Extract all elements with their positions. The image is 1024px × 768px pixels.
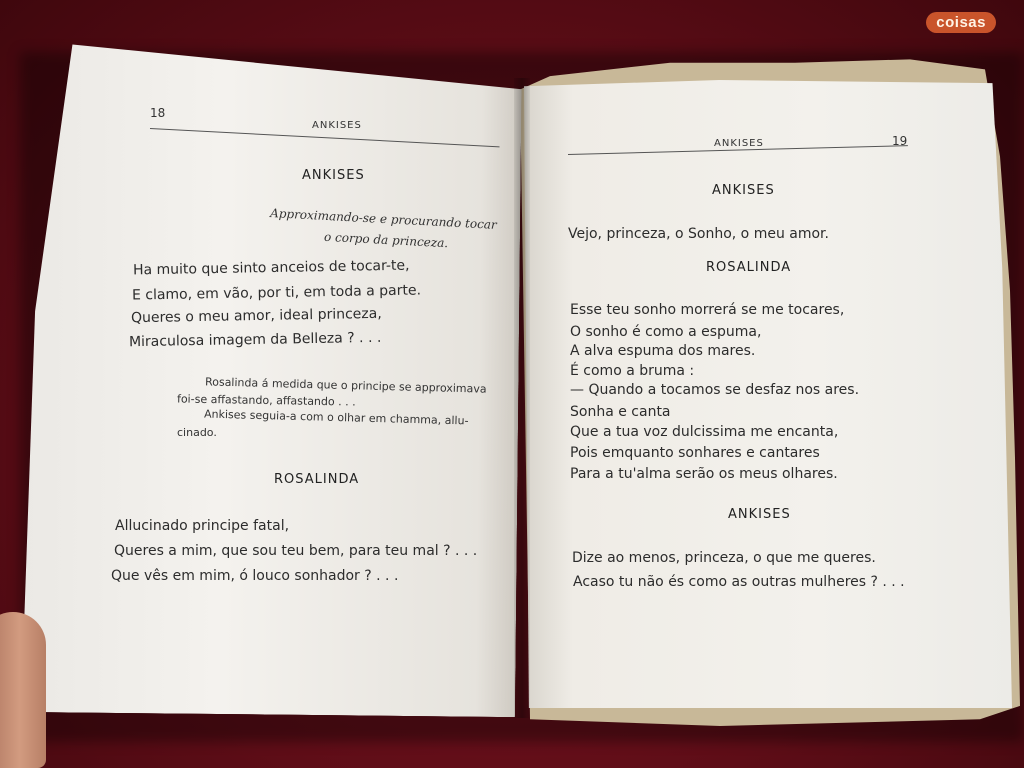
right-verse-line: Esse teu sonho morrerá se me tocares, (570, 302, 845, 318)
left-stage-note-line: Rosalinda á medida que o principe se approximava (204, 375, 487, 396)
left-stage-direction-line-2: o corpo da princeza. (323, 229, 449, 251)
right-verse-line: Sonha e canta (570, 404, 671, 420)
left-stage-note-line: foi-se affastando, affastando . . . (176, 392, 356, 409)
left-verse-line: Ha muito que sinto anceios de tocar-te, (132, 257, 410, 279)
left-stage-note-line: cinado. (177, 426, 217, 439)
left-verse-line: Miraculosa imagem da Belleza ? . . . (128, 329, 382, 351)
right-verse-line: Dize ao menos, princeza, o que me queres. (572, 550, 876, 566)
right-verse-line: Vejo, princeza, o Sonho, o meu amor. (568, 226, 829, 242)
left-verse-line: Queres o meu amor, ideal princeza, (130, 305, 382, 327)
left-running-head: ANKISES (312, 120, 362, 131)
right-verse-line: Para a tu'alma serão os meus olhares. (570, 466, 838, 482)
right-verse-line: Acaso tu não és como as outras mulheres ? . . . (573, 574, 905, 590)
left-verse-line: Queres a mim, que sou teu bem, para teu mal ? . . . (114, 543, 478, 559)
holding-thumb (0, 612, 46, 768)
right-verse-line: — Quando a tocamos se desfaz nos ares. (570, 382, 860, 398)
book-gutter (514, 78, 530, 718)
left-verse-line: Allucinado principe fatal, (115, 518, 290, 534)
right-speaker-rosalinda: ROSALINDA (706, 260, 792, 275)
right-verse-line: O sonho é como a espuma, (570, 324, 762, 340)
left-stage-note-line: Ankises seguia-a com o olhar em chamma, allu- (203, 407, 469, 428)
left-stage-direction-line-1: Approximando-se e procurando tocar (269, 206, 498, 232)
right-speaker-ankises-2: ANKISES (728, 507, 791, 522)
watermark-badge: coisas (926, 12, 996, 33)
right-running-head: ANKISES (714, 138, 764, 149)
left-speaker-ankises: ANKISES (302, 168, 365, 183)
right-page-number: 19 (892, 134, 908, 148)
left-speaker-rosalinda: ROSALINDA (274, 472, 360, 487)
right-verse-line: A alva espuma dos mares. (570, 343, 756, 359)
right-speaker-ankises: ANKISES (712, 183, 775, 198)
right-verse-line: Que a tua voz dulcissima me encanta, (570, 424, 839, 440)
left-verse-line: E clamo, em vão, por ti, em toda a parte. (131, 282, 422, 304)
right-verse-line: É como a bruma : (570, 363, 695, 379)
left-verse-line: Que vês em mim, ó louco sonhador ? . . . (111, 568, 399, 584)
right-verse-line: Pois emquanto sonhares e cantares (570, 445, 820, 461)
left-page-number: 18 (150, 106, 166, 120)
